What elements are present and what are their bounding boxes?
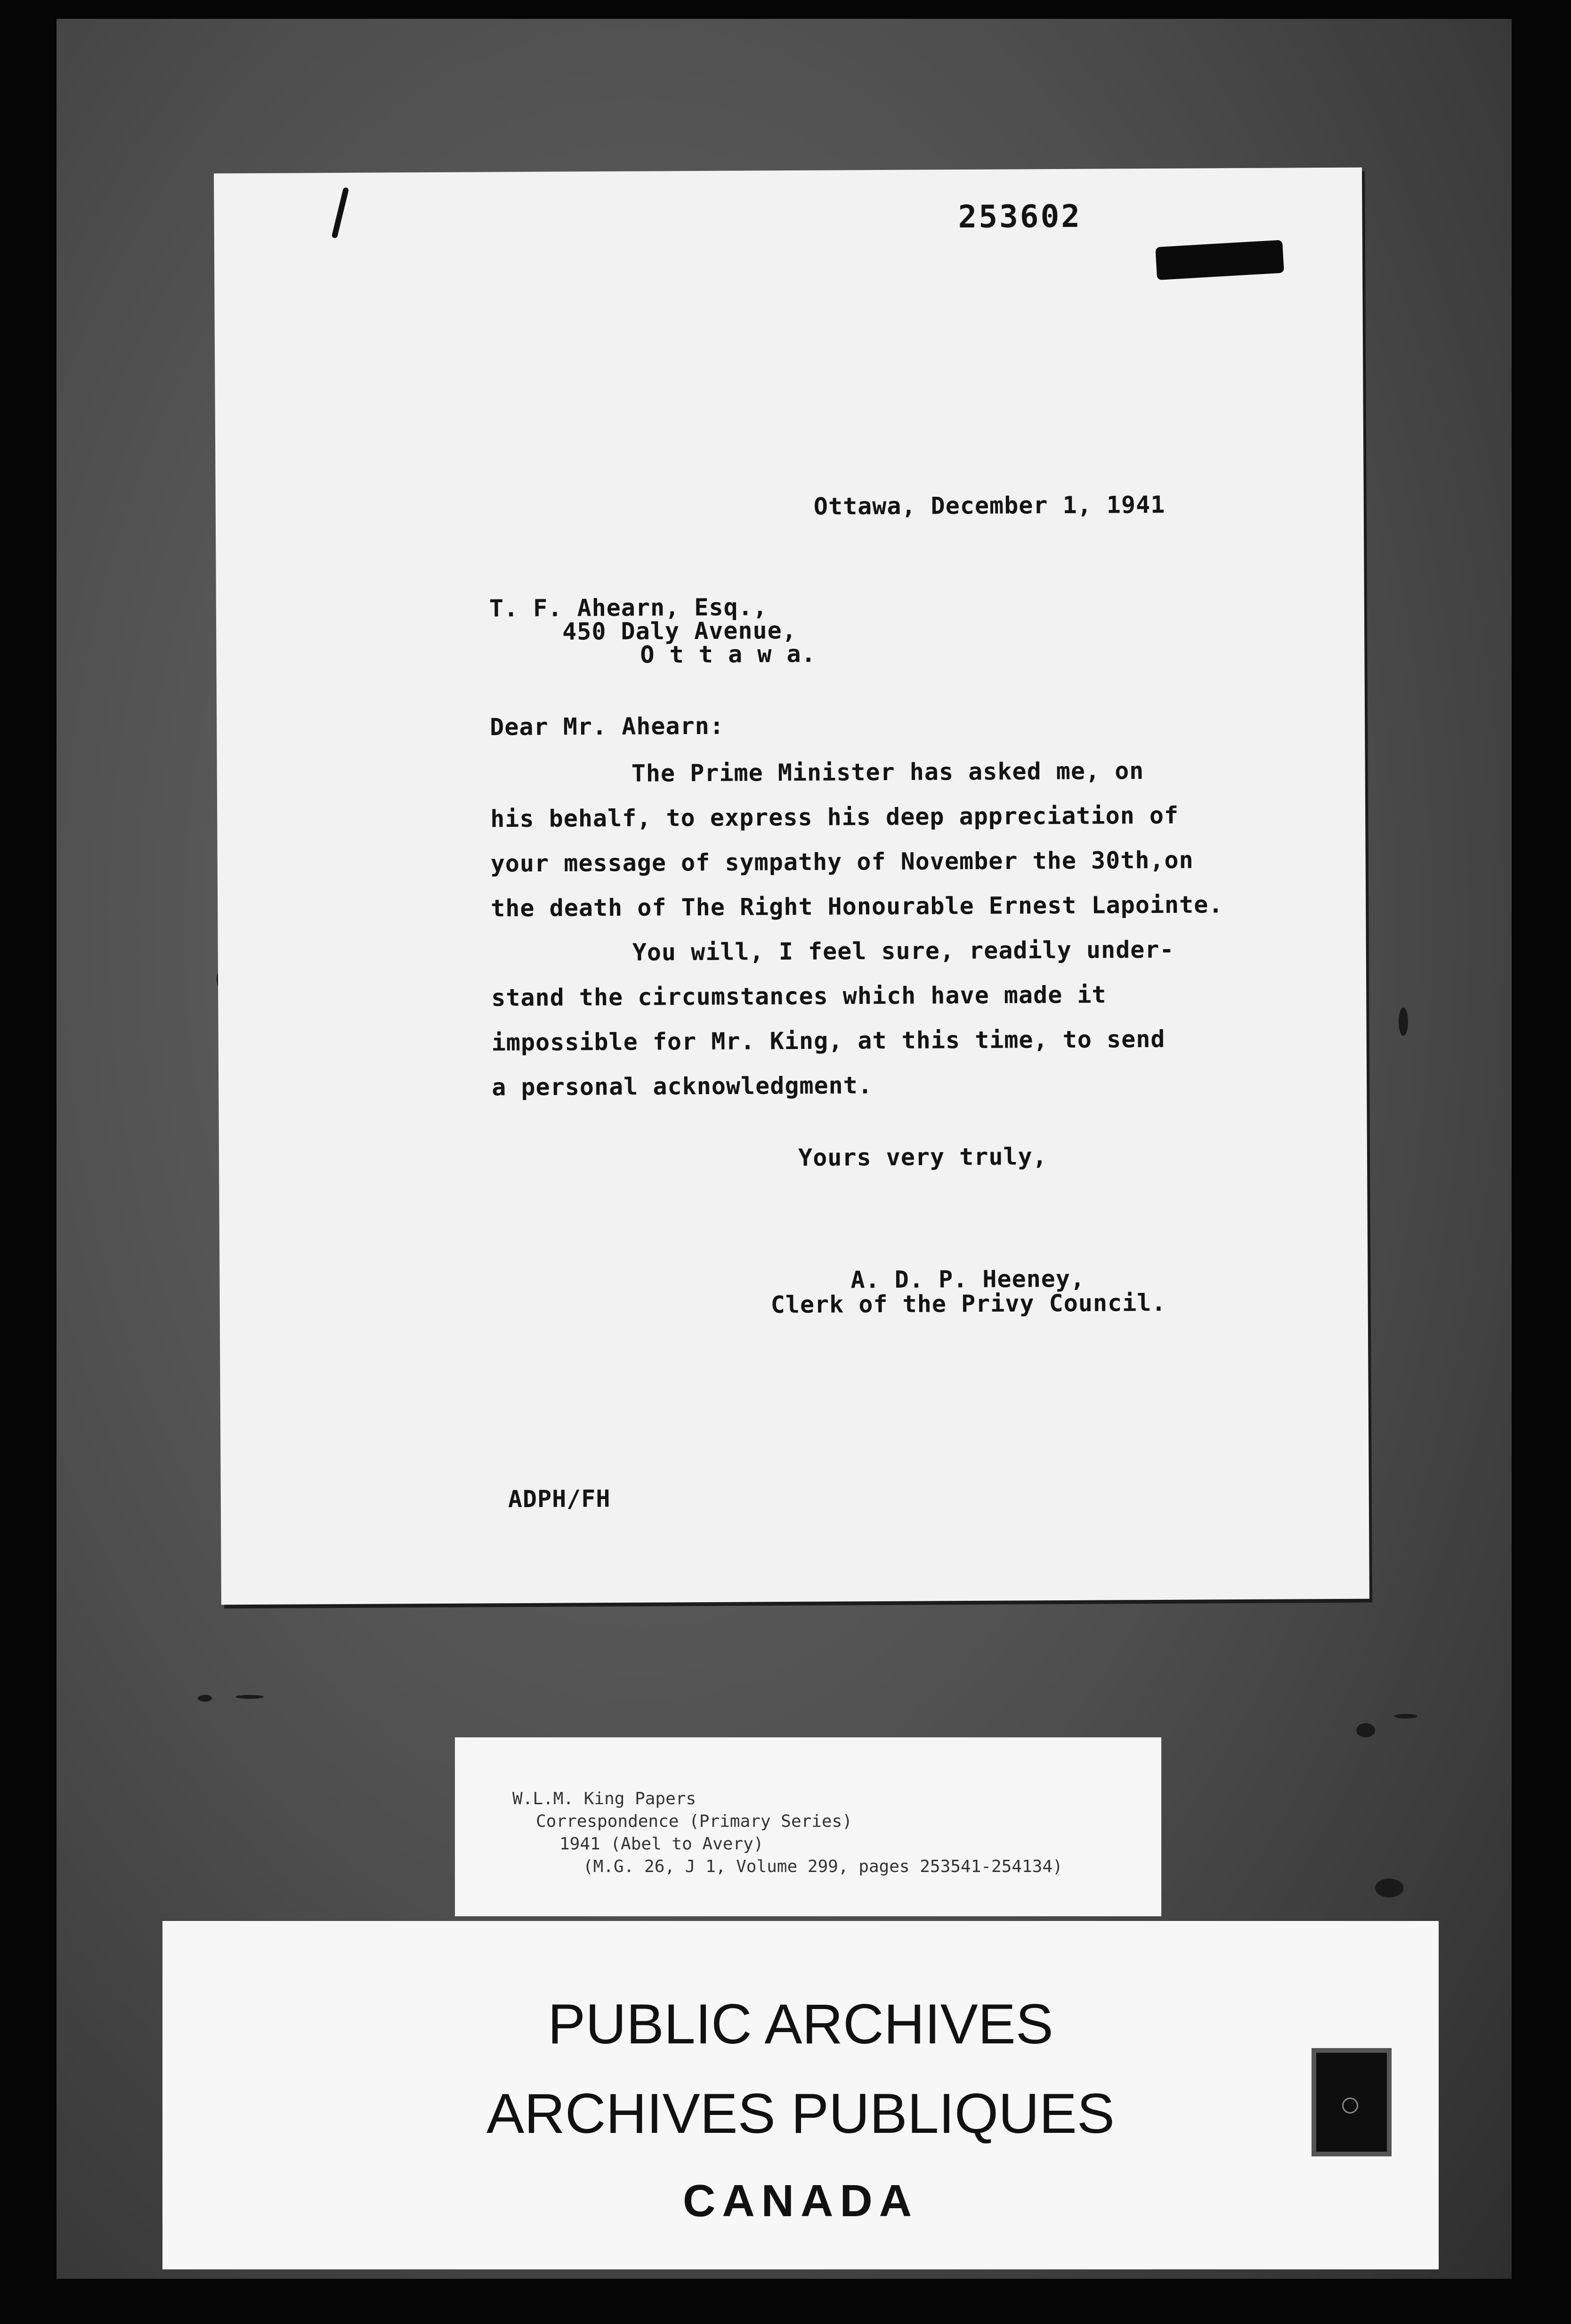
body-line: your message of sympathy of November the 30th,on bbox=[490, 846, 1194, 878]
label-line: Correspondence (Primary Series) bbox=[536, 1812, 852, 1831]
salutation: Dear Mr. Ahearn: bbox=[490, 712, 725, 741]
body-line: the death of The Right Honourable Ernest Lapointe. bbox=[491, 891, 1223, 922]
mount-speck bbox=[1356, 1723, 1375, 1737]
label-line: W.L.M. King Papers bbox=[512, 1789, 696, 1808]
redaction-mark bbox=[1155, 240, 1284, 280]
mount-speck bbox=[1399, 1008, 1408, 1036]
mount-speck bbox=[235, 1695, 264, 1699]
body-line: stand the circumstances which have made it bbox=[491, 981, 1107, 1012]
signature-title: Clerk of the Privy Council. bbox=[770, 1289, 1166, 1319]
document-number: 253602 bbox=[958, 198, 1082, 235]
label-line: 1941 (Abel to Avery) bbox=[559, 1834, 764, 1854]
address-line: T. F. Ahearn, Esq., bbox=[489, 593, 768, 622]
body-line: The Prime Minister has asked me, on bbox=[631, 757, 1144, 787]
archives-banner bbox=[162, 1921, 1439, 2269]
typist-initials: ADPH/FH bbox=[508, 1485, 611, 1513]
mount-speck bbox=[1394, 1714, 1417, 1719]
signature-name: A. D. P. Heeney, bbox=[850, 1265, 1085, 1294]
body-line: his behalf, to express his deep appreciation of bbox=[490, 801, 1179, 833]
body-line: You will, I feel sure, readily under- bbox=[632, 936, 1174, 966]
archives-seal bbox=[1312, 2048, 1392, 2156]
body-line: a personal acknowledgment. bbox=[492, 1072, 873, 1101]
collection-label-card bbox=[455, 1737, 1161, 1916]
mount-speck bbox=[1375, 1879, 1403, 1897]
pen-mark bbox=[332, 187, 349, 239]
place-date: Ottawa, December 1, 1941 bbox=[813, 491, 1166, 520]
banner-country: CANADA bbox=[683, 2176, 918, 2226]
mount-speck bbox=[198, 1695, 212, 1702]
address-line: O t t a w a. bbox=[640, 640, 816, 669]
body-line: impossible for Mr. King, at this time, to send bbox=[491, 1025, 1166, 1057]
label-line: (M.G. 26, J 1, Volume 299, pages 253541-254134) bbox=[583, 1857, 1063, 1876]
closing: Yours very truly, bbox=[798, 1143, 1047, 1171]
banner-title-english: PUBLIC ARCHIVES bbox=[548, 1993, 1053, 2056]
banner-title-french: ARCHIVES PUBLIQUES bbox=[486, 2082, 1115, 2145]
address-line: 450 Daly Avenue, bbox=[562, 616, 797, 646]
typed-letter bbox=[214, 168, 1369, 1605]
seal-mark bbox=[1342, 2098, 1358, 2114]
